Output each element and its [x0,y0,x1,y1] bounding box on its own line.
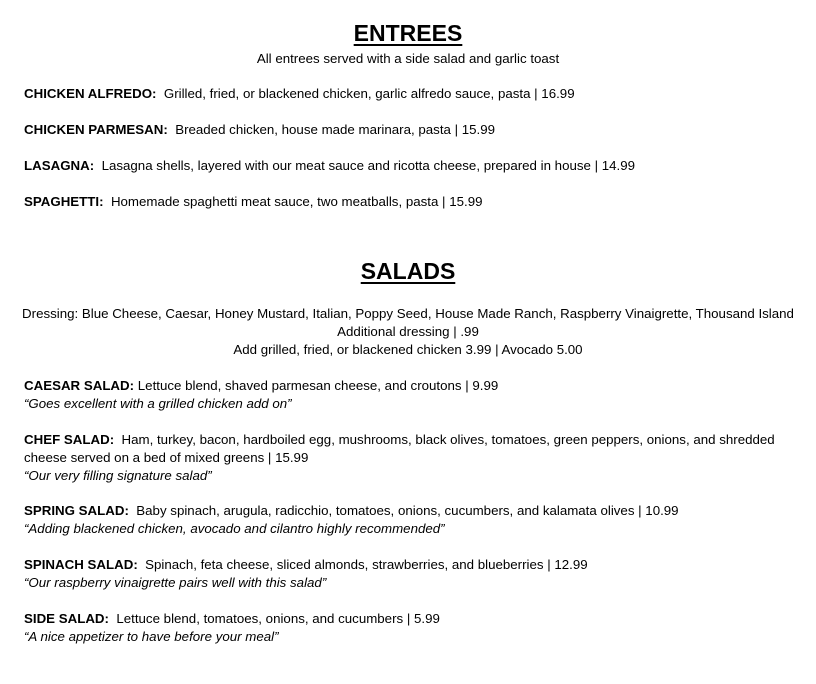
menu-item-spaghetti [24,193,796,211]
item-description: Lettuce blend, tomatoes, onions, and cucumbers | 5.99 [116,611,440,626]
item-quote: “A nice appetizer to have before your meal” [24,629,279,644]
item-name: CAESAR SALAD: [24,378,135,393]
item-quote: “Our very filling signature salad” [24,468,212,483]
menu-item-spinach-salad [24,556,796,592]
item-quote: “Adding blackened chicken, avocado and cilantro highly recommended” [24,521,445,536]
menu-item-chicken-parmesan [24,121,796,139]
item-description: Homemade spaghetti meat sauce, two meatballs, pasta | 15.99 [110,194,483,209]
item-name: SPINACH SALAD: [24,557,138,572]
item-name: LASAGNA: [24,158,95,173]
item-description: Ham, turkey, bacon, hardboiled egg, mushrooms, black olives, tomatoes, green peppers, onions, and shredded cheese served on a bed of mixed greens | 15.99 [24,432,775,465]
item-name: SPRING SALAD: [24,503,129,518]
item-description: Grilled, fried, or blackened chicken, garlic alfredo sauce, pasta | 16.99 [163,86,575,101]
menu-item-spring-salad [24,502,796,538]
menu-item-chef-salad [24,431,796,485]
item-description: Baby spinach, arugula, radicchio, tomatoes, onions, cucumbers, and kalamata olives | 10.99 [136,503,679,518]
menu-item-lasagna [24,157,796,175]
dressing-line: Dressing: Blue Cheese, Caesar, Honey Mustard, Italian, Poppy Seed, House Made Ranch, Raspberry Vinaigrette, Thousand Island [22,306,794,321]
item-description: Spinach, feta cheese, sliced almonds, strawberries, and blueberries | 12.99 [145,557,588,572]
item-quote: “Our raspberry vinaigrette pairs well with this salad” [24,575,327,590]
menu-item-caesar-salad [24,377,796,413]
salads-title: SALADS [360,258,456,284]
item-description: Lasagna shells, layered with our meat sauce and ricotta cheese, prepared in house | 14.99 [101,158,636,173]
item-quote: “Goes excellent with a grilled chicken add on” [24,396,292,411]
entrees-subtitle: All entrees served with a side salad and garlic toast [256,51,560,66]
item-name: CHICKEN PARMESAN: [24,122,168,137]
item-description: Lettuce blend, shaved parmesan cheese, and croutons | 9.99 [137,378,499,393]
item-name: CHICKEN ALFREDO: [24,86,157,101]
item-name: SPAGHETTI: [24,194,104,209]
item-name: CHEF SALAD: [24,432,115,447]
menu-item-chicken-alfredo [24,85,796,103]
item-description: Breaded chicken, house made marinara, pasta | 15.99 [175,122,496,137]
item-name: SIDE SALAD: [24,611,109,626]
menu-item-side-salad [24,610,796,646]
entrees-title: ENTREES [353,20,463,46]
additional-dressing-line: Additional dressing | .99 [337,324,479,339]
addons-line: Add grilled, fried, or blackened chicken 3.99 | Avocado 5.00 [233,342,583,357]
